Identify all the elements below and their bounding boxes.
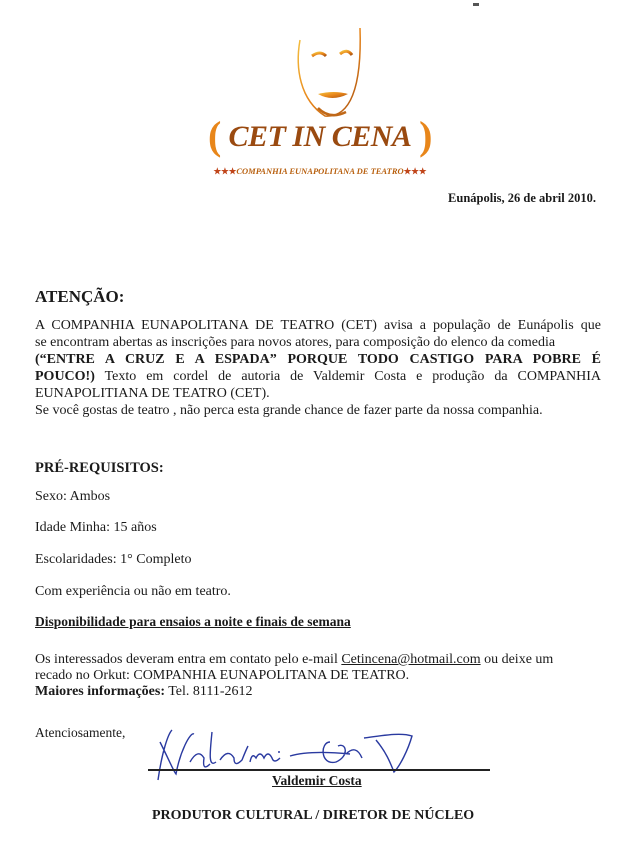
letter-date: Eunápolis, 26 de abril 2010.: [448, 191, 596, 205]
intro-line: EUNAPOLITIANA DE TEATRO (CET).: [35, 386, 270, 401]
intro-line: A COMPANHIA EUNAPOLITANA DE TEATRO (CET) avisa a população de Eunápolis que: [35, 318, 601, 333]
intro-text: Texto em cordel de autoria de Valdemir Costa e produção da COMPANHIA: [94, 369, 601, 384]
signer-name: Valdemir Costa: [272, 773, 362, 788]
contact-text: ou deixe um: [480, 652, 554, 667]
requirement-item: Idade Minha: 15 años: [35, 520, 157, 535]
play-title: (“ENTRE A CRUZ E A ESPADA” PORQUE TODO CASTIGO PARA POBRE É: [35, 352, 601, 367]
phone-number: Tel. 8111-2612: [164, 684, 253, 699]
contact-paragraph: [35, 652, 601, 700]
contact-line: [35, 652, 601, 668]
requirement-item: Sexo: Ambos: [35, 489, 111, 504]
contact-line: [35, 684, 601, 700]
signer-role: PRODUTOR CULTURAL / DIRETOR DE NÚCLEO: [152, 808, 475, 823]
play-title-end: POUCO!): [35, 369, 95, 384]
email-link[interactable]: Cetincena@hotmail.com: [341, 652, 481, 667]
contact-text: Os interessados deveram entra em contato pelo e-mail: [35, 652, 342, 667]
intro-line: se encontram abertas as inscrições para novos atores, para composição do elenco da comedia: [35, 335, 556, 350]
more-info-label: Maiores informações:: [35, 684, 165, 699]
intro-line: [35, 368, 601, 385]
intro-line: Se você gostas de teatro , não perca esta grande chance de fazer parte da nossa companhia.: [35, 403, 543, 418]
scan-speck: [473, 3, 479, 6]
closing-salutation: Atenciosamente,: [35, 725, 126, 740]
star-icon: ★★★: [213, 166, 237, 176]
requirement-item: Escolaridades: 1° Completo: [35, 552, 192, 567]
intro-paragraph: [35, 317, 601, 419]
requirement-item: Com experiência ou não em teatro.: [35, 584, 231, 599]
theater-mask-icon: [200, 8, 440, 128]
requirements-heading: PRÉ-REQUISITOS:: [35, 460, 164, 476]
logo-left-swoosh: (: [208, 113, 221, 158]
contact-line: recado no Orkut: COMPANHIA EUNAPOLITANA DE TEATRO.: [35, 668, 410, 683]
availability-note: Disponibilidade para ensaios a noite e finais de semana: [35, 614, 351, 629]
star-icon: ★★★: [403, 166, 427, 176]
company-logo: [200, 8, 440, 188]
heading-attention: ATENÇÃO:: [35, 287, 125, 306]
logo-subtitle: ★★★COMPANHIA EUNAPOLITANA DE TEATRO★★★: [213, 166, 427, 176]
logo-right-swoosh: ): [419, 113, 432, 158]
signature-line: [148, 769, 490, 771]
logo-title: ( CET IN CENA ): [208, 113, 432, 158]
